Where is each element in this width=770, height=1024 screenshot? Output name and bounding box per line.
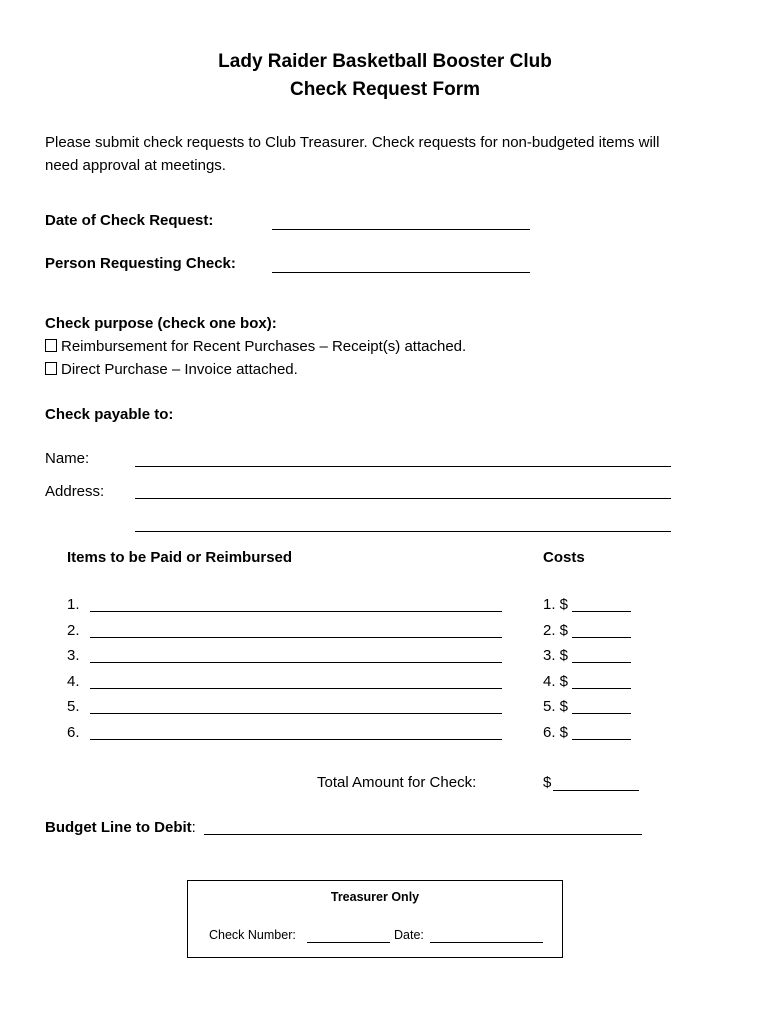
- check-number-field[interactable]: [307, 942, 390, 943]
- purpose-option-reimbursement-label: Reimbursement for Recent Purchases – Receipt(s) attached.: [61, 338, 467, 355]
- name-label: Name:: [45, 450, 90, 467]
- cost-prefix: 3. $: [543, 647, 569, 664]
- budget-line-colon: :: [191, 819, 196, 836]
- treasurer-only-box: [187, 880, 563, 958]
- person-requesting-field[interactable]: [272, 272, 530, 273]
- item-field[interactable]: [90, 688, 502, 689]
- cost-prefix: 4. $: [543, 673, 569, 690]
- address-field-line1[interactable]: [135, 498, 671, 499]
- address-label: Address:: [45, 483, 105, 500]
- check-number-label: Check Number:: [209, 928, 296, 942]
- items-header: Items to be Paid or Reimbursed: [67, 549, 293, 566]
- item-number: 4.: [67, 673, 80, 690]
- total-amount-field[interactable]: [553, 790, 639, 791]
- item-number: 5.: [67, 698, 80, 715]
- address-field-line2[interactable]: [135, 531, 671, 532]
- check-payable-heading: Check payable to:: [45, 406, 174, 423]
- form-title-line2: Check Request Form: [289, 79, 481, 100]
- treasurer-date-label: Date:: [394, 928, 424, 942]
- treasurer-date-field[interactable]: [430, 942, 543, 943]
- cost-prefix: 2. $: [543, 622, 569, 639]
- cost-prefix: 1. $: [543, 596, 569, 613]
- cost-field[interactable]: [572, 713, 631, 714]
- item-field[interactable]: [90, 739, 502, 740]
- person-requesting-label: Person Requesting Check:: [45, 255, 236, 272]
- budget-line-label: [45, 819, 196, 836]
- item-number: 1.: [67, 596, 80, 613]
- budget-line-label-text: Budget Line to Debit: [45, 819, 192, 836]
- total-dollar-sign: $: [543, 774, 552, 791]
- item-number: 6.: [67, 724, 80, 741]
- item-field[interactable]: [90, 611, 502, 612]
- purpose-option-direct-purchase[interactable]: [45, 361, 298, 378]
- purpose-option-direct-purchase-label: Direct Purchase – Invoice attached.: [61, 361, 298, 378]
- total-amount-label: Total Amount for Check:: [317, 774, 477, 791]
- cost-prefix: 6. $: [543, 724, 569, 741]
- name-field[interactable]: [135, 466, 671, 467]
- cost-field[interactable]: [572, 611, 631, 612]
- item-number: 2.: [67, 622, 80, 639]
- item-field[interactable]: [90, 637, 502, 638]
- budget-line-field[interactable]: [204, 834, 642, 835]
- cost-field[interactable]: [572, 739, 631, 740]
- intro-line2: need approval at meetings.: [45, 157, 226, 174]
- check-purpose-heading: Check purpose (check one box):: [45, 315, 277, 332]
- costs-header: Costs: [543, 549, 585, 566]
- checkbox-icon[interactable]: [45, 339, 57, 352]
- cost-prefix: 5. $: [543, 698, 569, 715]
- form-title-line1: Lady Raider Basketball Booster Club: [218, 51, 552, 72]
- item-field[interactable]: [90, 662, 502, 663]
- purpose-option-reimbursement[interactable]: [45, 338, 466, 355]
- date-of-request-label: Date of Check Request:: [45, 212, 214, 229]
- treasurer-only-heading: Treasurer Only: [330, 890, 420, 904]
- checkbox-icon[interactable]: [45, 362, 57, 375]
- date-of-request-field[interactable]: [272, 229, 530, 230]
- intro-line1: Please submit check requests to Club Treasurer. Check requests for non-budgeted items will: [45, 134, 660, 151]
- cost-field[interactable]: [572, 662, 631, 663]
- item-field[interactable]: [90, 713, 502, 714]
- cost-field[interactable]: [572, 637, 631, 638]
- item-number: 3.: [67, 647, 80, 664]
- cost-field[interactable]: [572, 688, 631, 689]
